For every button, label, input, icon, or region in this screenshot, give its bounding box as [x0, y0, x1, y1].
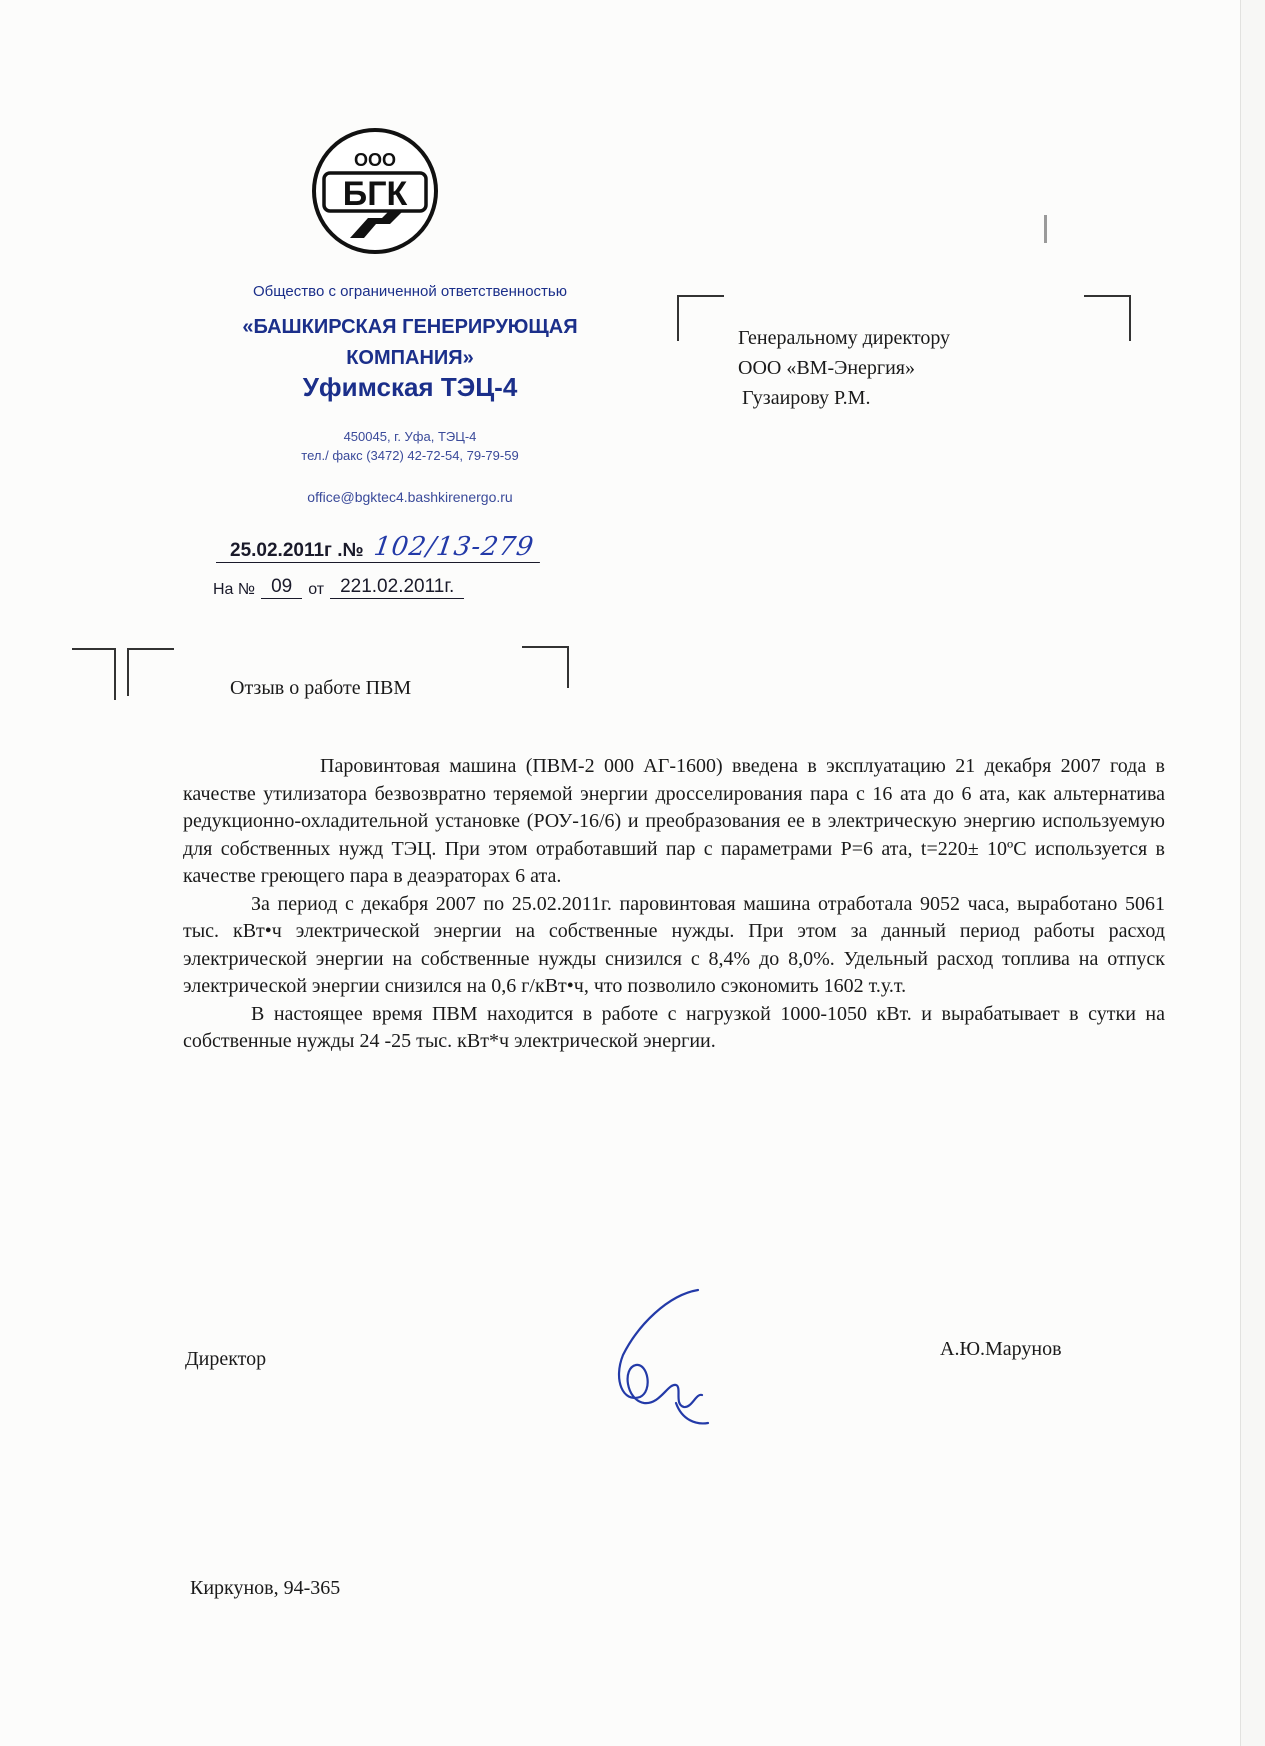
body-paragraph-3: В настоящее время ПВМ находится в работе с нагрузкой 1000-1050 кВт. и вырабатывает в сутки на собственные нужды 24 -25 тыс. кВт*ч электрической энергии.: [183, 1002, 1165, 1052]
logo-main-text: БГК: [342, 175, 408, 213]
in-reply-number: 09: [261, 576, 302, 599]
scan-mark: [1044, 215, 1047, 243]
org-branch: Уфимская ТЭЦ-4: [302, 372, 518, 402]
logo-small-text: ООО: [353, 150, 397, 170]
signer-name: А.Ю.Марунов: [940, 1338, 1062, 1360]
outgoing-date: 25.02.2011г .№: [216, 540, 366, 563]
addressee-line2: ООО «ВМ-Энергия»: [738, 357, 916, 379]
body-paragraph-1: Паровинтовая машина (ПВМ-2 000 АГ-1600) введена в эксплуатацию 21 декабря 2007 года в качестве утилизатора безвозвратно теряемой энергии дросселирования пара с 16 ата до 6 ата, как альтернатива редукционно-охладительной установке (РОУ-16/6) и преобразования ее в электрическую энергию используемую для собственных нужд ТЭЦ. При этом отработавший пар с параметрами Р=6 ата, t=220± 10ºС используется в качестве греющего пара в деаэраторах 6 ата.: [183, 755, 1165, 887]
from-label: от: [308, 581, 325, 598]
subject: Отзыв о работе ПВМ: [230, 677, 412, 699]
org-name: [150, 312, 670, 374]
addressee-line1: Генеральному директору: [738, 327, 951, 349]
org-type: Общество с ограниченной ответственностью: [253, 283, 567, 300]
outgoing-number: 102/13-279: [364, 532, 544, 563]
org-address-line: 450045, г. Уфа, ТЭЦ-4: [343, 429, 477, 444]
corner-mark: [72, 648, 116, 700]
signer-title: Директор: [185, 1348, 267, 1370]
corner-mark: [127, 648, 174, 696]
executor-info: Киркунов, 94-365: [190, 1577, 341, 1599]
addressee: [738, 323, 950, 413]
incoming-reference: [213, 576, 464, 599]
addressee-line3: Гузаирову Р.М.: [742, 387, 871, 409]
in-reply-label: На №: [213, 581, 256, 598]
org-email: office@bgktec4.bashkirenergo.ru: [307, 489, 513, 505]
org-name-line2: КОМПАНИЯ»: [346, 347, 474, 369]
org-name-line1: «БАШКИРСКАЯ ГЕНЕРИРУЮЩАЯ: [242, 316, 578, 338]
corner-mark: [1084, 295, 1131, 341]
bgk-logo: [310, 126, 440, 256]
corner-mark: [677, 295, 724, 341]
corner-mark: [522, 646, 569, 688]
in-reply-date: 221.02.2011г.: [330, 576, 464, 599]
handwritten-signature: [578, 1285, 748, 1435]
org-phone-line: тел./ факс (3472) 42-72-54, 79-79-59: [301, 448, 519, 463]
body-paragraph-2: За период с декабря 2007 по 25.02.2011г. паровинтовая машина отработала 9052 часа, выработано 5061 тыс. кВт•ч электрической энергии на собственные нужды. При этом за данный период работы расход электрической энергии на собственные нужды снизился с 8,4% до 8,0%. Удельный расход топлива на отпуск электрической энергии снизился на 0,6 г/кВт•ч, что позволило сэкономить 1602 т.у.т.: [183, 892, 1165, 997]
letter-body: [183, 753, 1165, 1056]
outgoing-reference: [216, 532, 542, 563]
org-address: [150, 427, 670, 465]
